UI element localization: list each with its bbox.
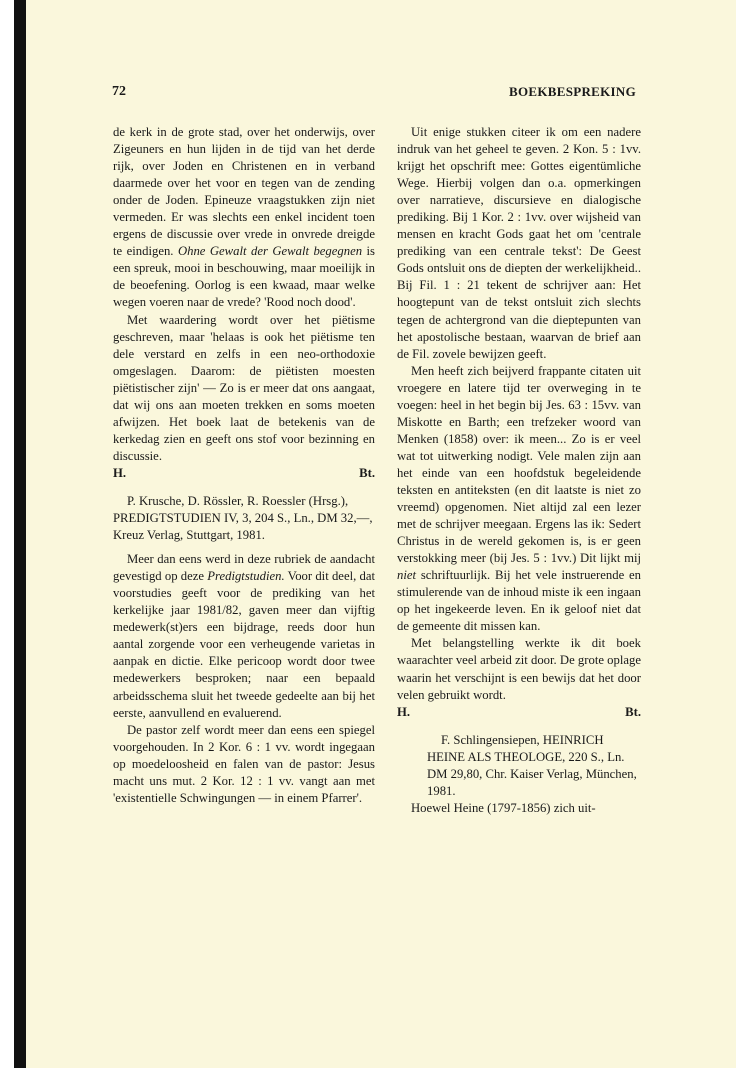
italic-title: Predigtstudien. <box>207 569 285 584</box>
left-column <box>113 124 375 807</box>
italic-phrase: Ohne Gewalt der Gewalt begegnen <box>177 244 363 259</box>
review-signature-2 <box>397 704 641 721</box>
signature-author: Bt. <box>359 465 375 480</box>
left-paragraph-2: Met waardering wordt over het piëtisme geschreven, maar 'helaas is ook het piëtisme ten dele verstard en zelfs in een neo-orthodoxie omgeslagen. Daarom: de piëtisten moesten piëtistischer zijn' — Zo is er meer dat ons aangaat, dat wij ons aan moeten trekken en soms moeten afwijzen. Het boek laat de betekenis van de kerkedag zien en geeft ons stof voor bezinning en discussie. <box>113 312 375 463</box>
right-paragraph-2: Men heeft zich beijverd frappante citaten uit vroegere en latere tijd ter overweging in te voegen: heel in het begin bij Jes. 63 : 15vv. van Miskotte en Barth; een trefzeker woord van Menken (1858) over: ik meen... Zo is er veel wat tot uitwerking nodigt. Vele malen zijn aan het einde van een hoofdstuk begeleidende teksten en antiteksten (en dit laatste is niet zo vreemd) opgenomen. Niet altijd zal een lezer met de schrijver meegaan. Ergens las ik: Sedert Christus in de wereld gekomen is, is er geen verstokking meer (bij Jes. 5 : 1vv.) Dit lijkt mij niet schriftuurlijk. Bij het vele instruerende en stimulerende van de inhoud miste ik een ingaan op het ingekeerde leven. En ik geloof niet dat de gemeente dit missen kan. <box>397 363 641 634</box>
running-head: BOEKBESPREKING <box>508 84 636 99</box>
book-reference-1: P. Krusche, D. Rössler, R. Roessler (Hrsg.), PREDIGTSTUDIEN IV, 3, 204 S., Ln., DM 32,—, Kreuz Verlag, Stuttgart, 1981. <box>113 493 373 543</box>
left-paragraph-4: De pastor zelf wordt meer dan eens een spiegel voorgehouden. In 2 Kor. 6 : 1 vv. wordt ingegaan op moedeloosheid en falen van de pastor: Jesus macht uns mut. 2 Kor. 12 : 1 vv. vangt aan met 'existentielle Schwingungen — in einem Pfarrer'. <box>113 722 375 805</box>
review-signature-1 <box>113 465 375 482</box>
right-paragraph-4: Hoewel Heine (1797-1856) zich uit- <box>411 800 596 815</box>
signature-author: Bt. <box>625 704 641 719</box>
right-paragraph-3: Met belangstelling werkte ik dit boek waarachter veel arbeid zit door. De grote oplage waarin het verschijnt is een bewijs dat het door velen gebruikt wordt. <box>397 636 641 702</box>
signature-initial: H. <box>113 465 127 480</box>
book-reference-2: F. Schlingensiepen, HEINRICH HEINE ALS THEOLOGE, 220 S., Ln. DM 29,80, Chr. Kaiser Verlag, München, 1981. <box>427 732 637 798</box>
page-number: 72 <box>112 84 126 99</box>
left-paragraph-1: de kerk in de grote stad, over het onderwijs, over Zigeuners en hun lijden in de tijd van het derde rijk, over Joden en Christenen en in verband daarmede over het voor en tegen van de zending onder de Joden. Epineuze vraagstukken zijn niet vermeden. Er was slechts een enkel incident toen ergens de discussie over vrede in onvrede dreigde te eindigen. Ohne Gewalt der Gewalt begegnen is een spreuk, mooi in beschouwing, maar moeilijk in de beoefening. Oorlog is een kwaad, maar welke wegen voeren naar de vrede? 'Rood noch dood'. <box>113 125 375 310</box>
scan-binding-shadow <box>14 0 26 1068</box>
signature-initial: H. <box>397 704 411 719</box>
right-column <box>397 124 641 817</box>
italic-word: niet <box>397 568 417 583</box>
left-paragraph-3: Meer dan eens werd in deze rubriek de aandacht gevestigd op deze Predigtstudien. Voor dit deel, dat voorstudies geeft voor de prediking van het kerkelijke jaar 1981/82, gaven meer dan vijftig medewerk(st)ers een bijdrage, reeds door hun aantal zorgende voor een verheugende varietas in aanpak en dictie. Elke pericoop wordt door twee medewerkers besproken; naar een bepaald arbeidsschema sluit het tweede gedeelte aan bij het eerste, aanvullend en evaluerend. <box>113 552 375 720</box>
right-paragraph-1: Uit enige stukken citeer ik om een nadere indruk van het geheel te geven. 2 Kon. 5 : 1vv. krijgt het opschrift mee: Gottes eigentümliche Wege. Hierbij volgen dan o.a. opmerkingen over narratieve, discursieve en dialogische prediking. Bij 1 Kor. 2 : 1vv. over wijsheid van mensen en kracht Gods gaat het om 'centrale prediking van een centrale tekst': De Geest Gods ontsluit ons de diepten der werkelijkheid.. Bij Fil. 1 : 21 tekent de schrijver aan: Het hoogtepunt van de tekst ontsluit zich slechts tegen de achtergrond van die dieptepunten van het apostolische bestaan, waarvan de brief aan de Fil. zovele bewijzen geeft. <box>397 125 641 361</box>
